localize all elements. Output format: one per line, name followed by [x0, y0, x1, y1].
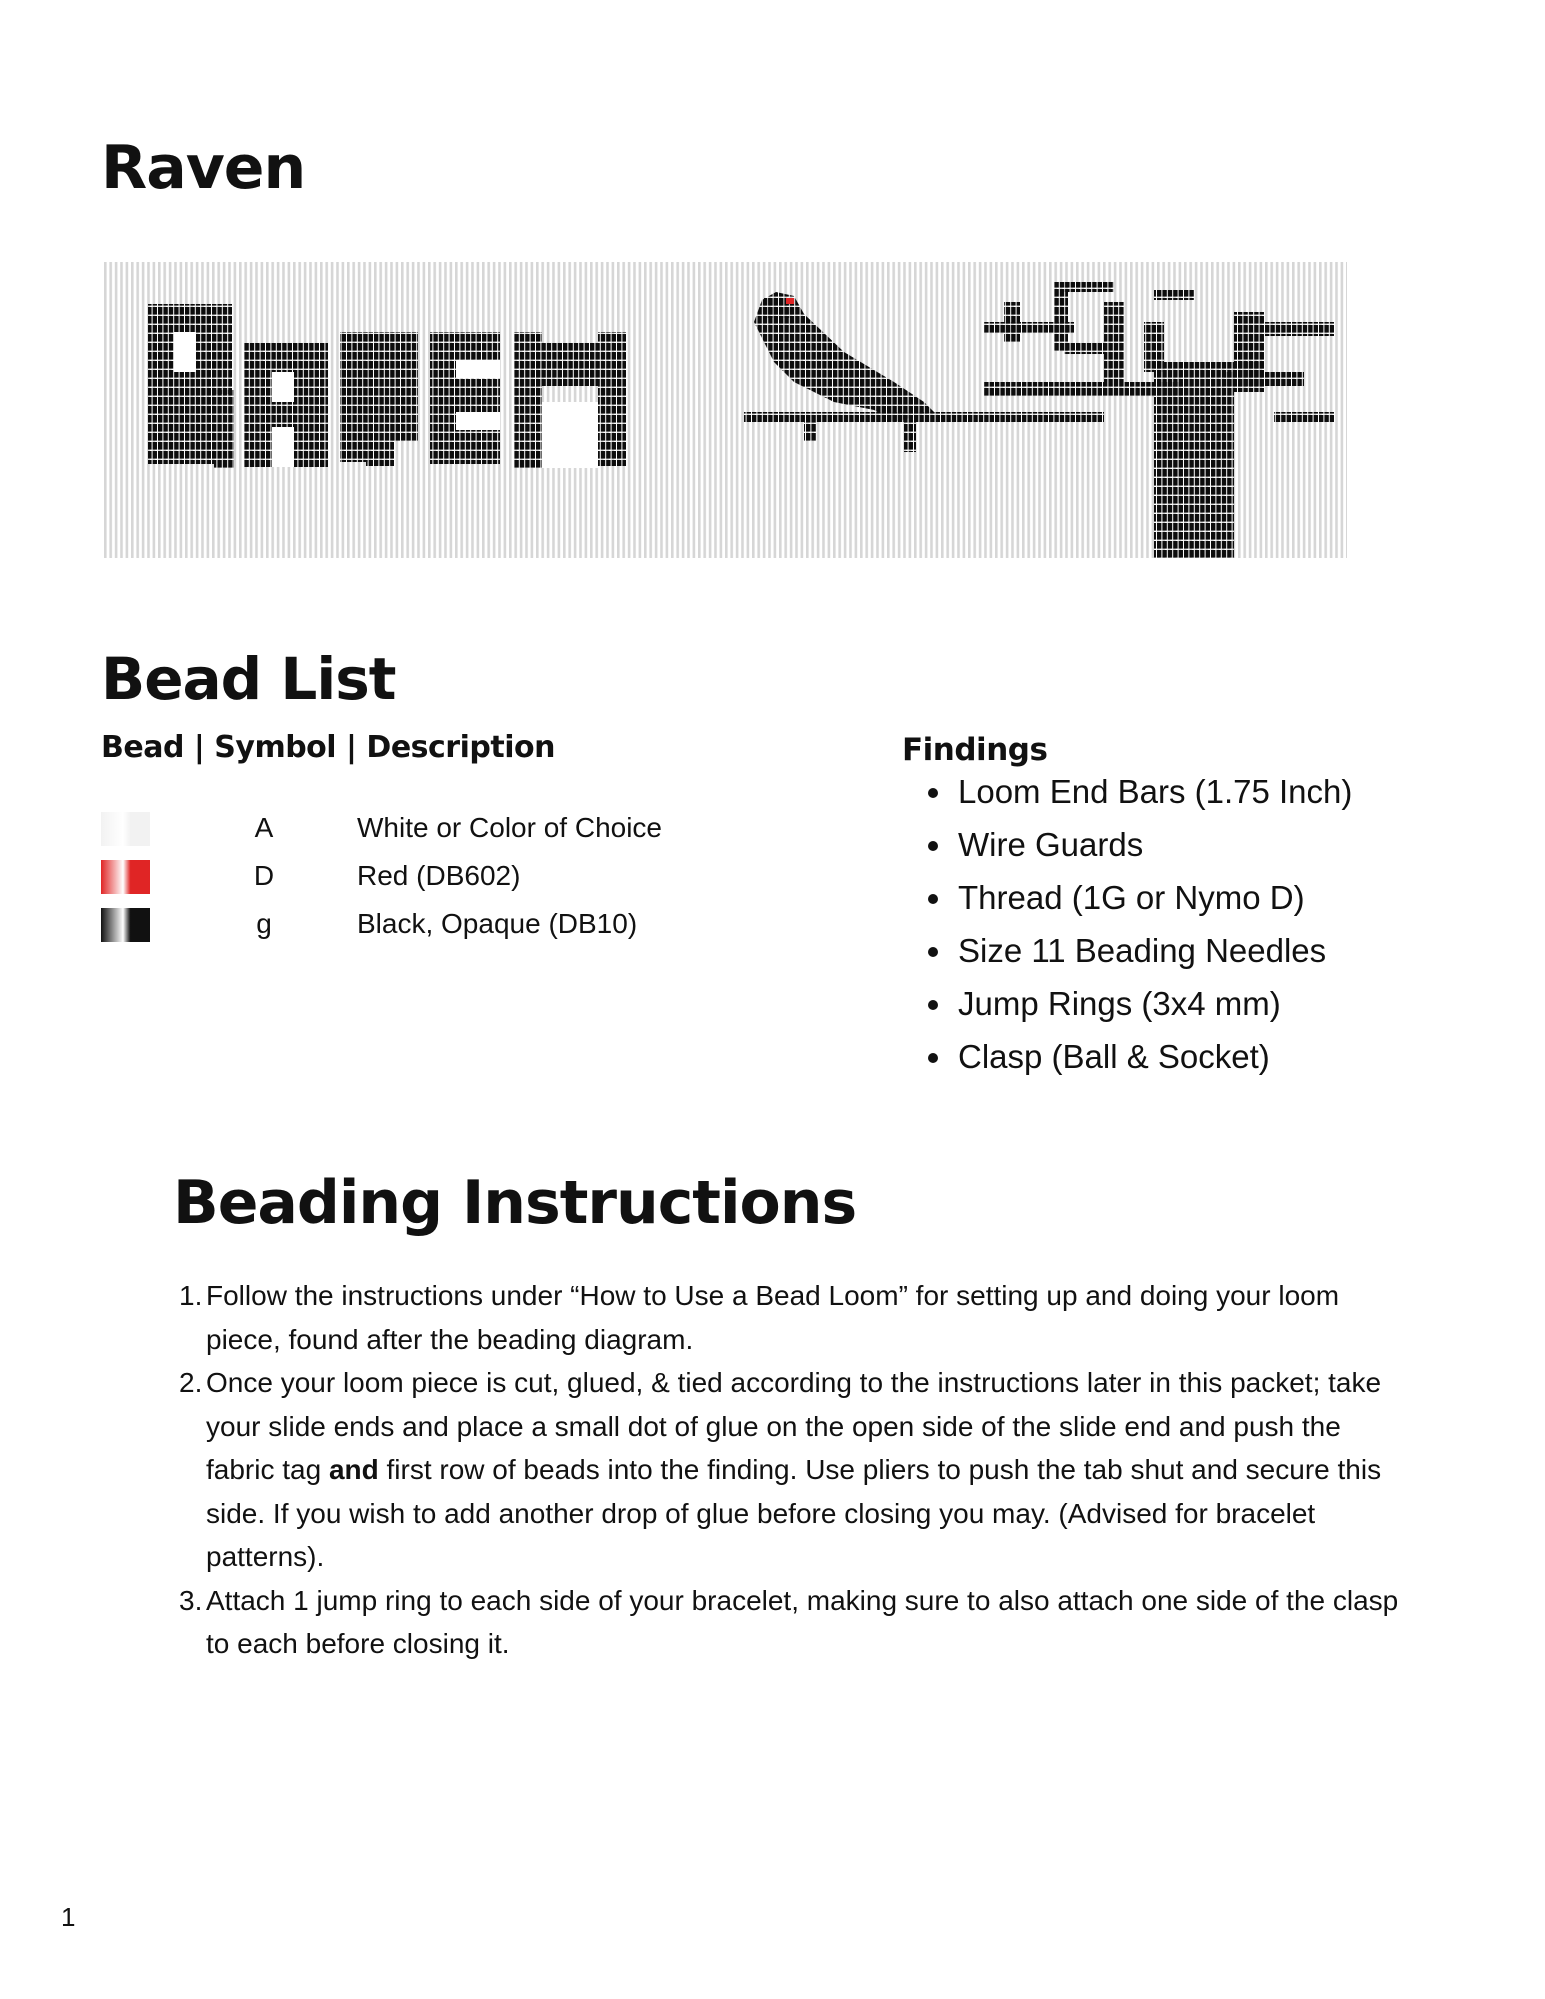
bead-symbol: g: [256, 908, 272, 939]
bead-row: [101, 904, 741, 952]
bullet-icon: [928, 894, 938, 904]
bead-list-table: [101, 808, 741, 952]
bullet-icon: [928, 1053, 938, 1063]
findings-item-label: Clasp (Ball & Socket): [958, 1038, 1270, 1075]
bead-row: [101, 856, 741, 904]
step-text-continued: first row of beads into the finding. Use pliers to push the tab shut and secure this side. If you wish to add another drop of glue before closing you may. (Advised for bracelet patterns).: [206, 1454, 1382, 1572]
raven-pattern-graphic: [104, 262, 1347, 558]
findings-item: [902, 770, 1352, 823]
step-number: 3.: [179, 1584, 203, 1616]
findings-item: [902, 876, 1352, 929]
bullet-icon: [928, 947, 938, 957]
findings-item-label: Size 11 Beading Needles: [958, 932, 1327, 969]
findings-item-label: Loom End Bars (1.75 Inch): [958, 773, 1353, 810]
step-text: Follow the instructions under “How to Use a Bead Loom” for setting up and doing your loom piece, found after the beading diagram.: [206, 1280, 1340, 1355]
findings-item-label: Jump Rings (3x4 mm): [958, 985, 1281, 1022]
bead-list-heading: Bead List: [101, 645, 396, 713]
instructions-list: [175, 1274, 1405, 1666]
step-number: 1.: [179, 1280, 203, 1311]
findings-item: [902, 823, 1352, 876]
bead-description: Red (DB602): [357, 860, 521, 891]
bead-pattern-diagram: [104, 262, 1347, 558]
bead-list-column-header: Bead | Symbol | Description: [101, 730, 555, 765]
findings-item: [902, 1035, 1352, 1088]
findings-item-label: Wire Guards: [958, 826, 1144, 863]
bullet-icon: [928, 841, 938, 851]
step-text: Once your loom piece is cut, glued, & tied according to the instructions later in this packet; take your slide ends and place a small dot of glue on the open side of the slide end and push the fabric tag: [206, 1367, 1382, 1485]
bead-symbol: A: [254, 812, 274, 843]
bead-swatch-red: [101, 860, 150, 894]
bead-description: Black, Opaque (DB10): [357, 908, 638, 939]
findings-list: [902, 770, 1352, 1088]
raven-eye: [786, 298, 794, 304]
instruction-step: [175, 1274, 1405, 1361]
page-number: 1: [61, 1902, 76, 1932]
bullet-icon: [928, 788, 938, 798]
bead-symbol: D: [253, 860, 275, 891]
bead-swatch-white: [101, 812, 150, 846]
findings-item: [902, 929, 1352, 982]
step-number: 2.: [179, 1367, 203, 1398]
findings-item-label: Thread (1G or Nymo D): [958, 879, 1305, 916]
bead-description: White or Color of Choice: [357, 812, 663, 843]
instruction-step: [175, 1579, 1405, 1666]
page-title: Raven: [101, 133, 306, 203]
bullet-icon: [928, 1000, 938, 1010]
bead-swatch-black: [101, 908, 150, 942]
findings-heading: Findings: [902, 732, 1048, 768]
bead-row: [101, 808, 741, 856]
instruction-step: [175, 1361, 1405, 1579]
step-text-bold: and: [328, 1454, 379, 1485]
findings-item: [902, 982, 1352, 1035]
step-text: Attach 1 jump ring to each side of your bracelet, making sure to also attach one side of the clasp to each before closing it.: [206, 1584, 1399, 1659]
instructions-heading: Beading Instructions: [173, 1168, 857, 1238]
